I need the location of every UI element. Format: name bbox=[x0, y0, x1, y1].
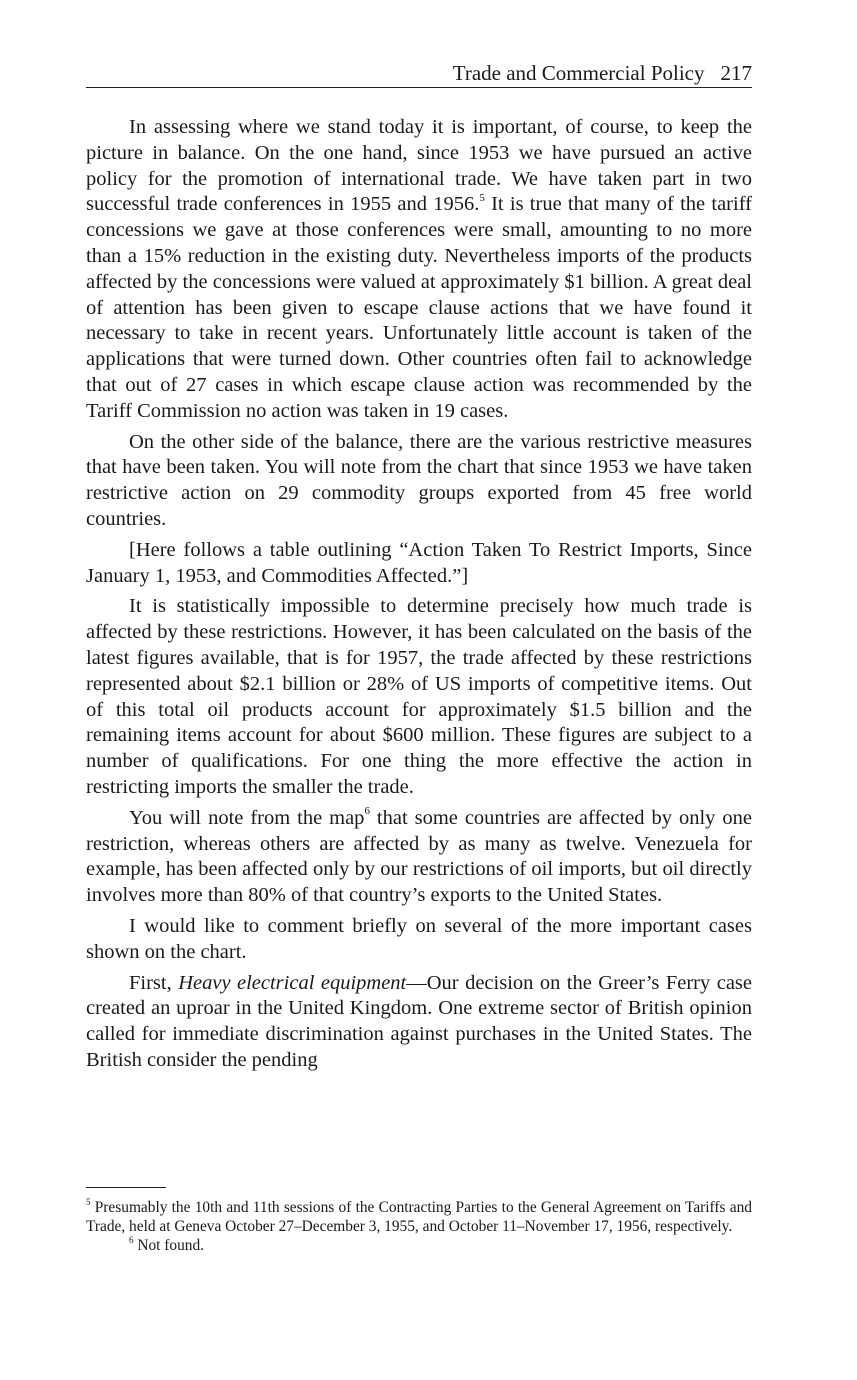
paragraph-1-text-b: It is true that many of the tariff concessions we gave at those conferences were small, amounting to no more than a 15% reduction in the existing duty. Nevertheless imports of the products affected by the concessions were valued at approximately $1 billion. A great deal of attention has been given to escape clause actions that we have found it necessary to take in recent years. Unfortunately little account is taken of the applications that were turned down. Other countries often fail to acknowledge that out of 27 cases in which escape clause action was recommended by the Tariff Commission no action was taken in 19 cases. bbox=[86, 193, 752, 422]
footnote-ref-5: 5 bbox=[479, 191, 485, 204]
paragraph-5 bbox=[86, 806, 752, 909]
body-text bbox=[86, 115, 752, 1074]
paragraph-7-text-b: —Our decision on the Greer’s Ferry case created an uproar in the United Kingdom. One extreme sector of British opinion called for immediate discrimination against purchases in the United States. The British consider the pending bbox=[86, 971, 752, 1071]
footnotes bbox=[86, 1187, 752, 1255]
footnote-5-mark: 5 bbox=[86, 1196, 91, 1207]
page bbox=[86, 60, 752, 1079]
paragraph-5-text-b: that some countries are affected by only one restriction, whereas others are affected by as many as twelve. Venezuela for example, has been affected only by our restrictions of oil imports, but oil directly involves more than 80% of that country’s exports to the United States. bbox=[86, 806, 752, 907]
footnote-5 bbox=[86, 1198, 752, 1236]
paragraph-1 bbox=[86, 115, 752, 425]
footnote-5-text: Presumably the 10th and 11th sessions of the Contracting Parties to the General Agreement on Tariffs and Trade, held at Geneva October 27–December 3, 1955, and October 11–November 17, 1956, respectively. bbox=[86, 1199, 752, 1235]
page-number: 217 bbox=[720, 61, 752, 85]
footnote-6-text: Not found. bbox=[133, 1237, 205, 1254]
paragraph-4: It is statistically impossible to determine precisely how much trade is affected by these restrictions. However, it has been calculated on the basis of the latest figures available, that is for 1957, the trade affected by these restrictions represented about $2.1 billion or 28% of US imports of competitive items. Out of this total oil products account for approximately $1.5 billion and the remaining items account for about $600 million. These figures are subject to a number of qualifications. For one thing the more effective the action in restricting imports the smaller the trade. bbox=[86, 595, 752, 798]
paragraph-1-text-a: In assessing where we stand today it is important, of course, to keep the picture in balance. On the one hand, since 1953 we have pursued an active policy for the promotion of international trade. We have taken part in two successful trade conferences in 1955 and 1956. bbox=[86, 116, 752, 216]
paragraph-3: [Here follows a table outlining “Action Taken To Restrict Imports, Since January 1, 1953, and Commodities Affected.”] bbox=[86, 538, 752, 587]
paragraph-6: I would like to comment briefly on several of the more important cases shown on the chart. bbox=[86, 914, 752, 963]
running-head bbox=[86, 60, 752, 88]
footnote-6 bbox=[86, 1236, 752, 1255]
paragraph-7-text-a: First, bbox=[129, 971, 179, 994]
paragraph-7 bbox=[86, 971, 752, 1074]
paragraph-7-emphasis: Heavy electrical equipment bbox=[178, 971, 407, 994]
footnote-6-mark: 6 bbox=[129, 1234, 134, 1245]
paragraph-5-text-a: You will note from the map bbox=[129, 806, 365, 829]
running-head-title: Trade and Commercial Policy bbox=[452, 61, 705, 85]
paragraph-2: On the other side of the balance, there are the various restrictive measures that have been taken. You will note from the chart that since 1953 we have taken restrictive action on 29 commodity groups exported from 45 free world countries. bbox=[86, 430, 752, 530]
footnote-rule bbox=[86, 1187, 166, 1188]
footnote-ref-6: 6 bbox=[364, 804, 370, 817]
